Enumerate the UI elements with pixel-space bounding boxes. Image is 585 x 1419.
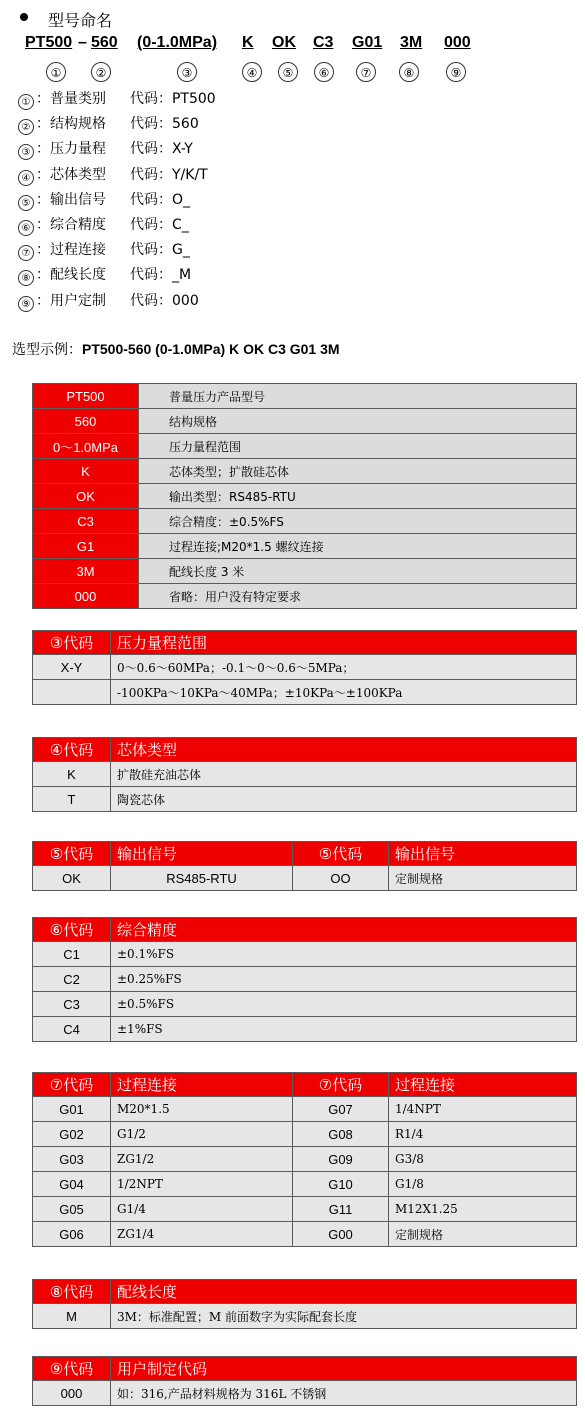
part-number-6: ⑥	[314, 62, 334, 82]
value-cell: 输出类型：RS485-RTU	[139, 484, 577, 509]
code-cell: K	[33, 459, 139, 484]
table-header-title: 压力量程范围	[111, 631, 577, 655]
accuracy-table	[32, 917, 577, 1042]
code-cell: 0～1.0MPa	[33, 434, 139, 459]
value-cell: 1/4NPT	[389, 1097, 577, 1122]
code-cell: C4	[33, 1017, 111, 1042]
legend-separator: ：	[36, 242, 50, 259]
legend-separator: ：	[36, 141, 50, 158]
legend-number: ⑨	[18, 296, 34, 312]
code-cell: OK	[33, 866, 111, 891]
value-cell: 普量压力产品型号	[139, 384, 577, 409]
legend-name: 过程连接	[50, 242, 106, 259]
table-row	[33, 787, 577, 812]
table-row	[33, 866, 577, 891]
code-cell: OK	[33, 484, 139, 509]
table-row	[33, 509, 577, 534]
table-row	[33, 484, 577, 509]
pressure-range-table	[32, 630, 577, 705]
table-row	[33, 762, 577, 787]
model-part-dash: –	[78, 34, 87, 51]
section-heading: 型号命名	[48, 11, 113, 30]
legend-code: Y/K/T	[172, 166, 208, 183]
value-cell: ±0.25%FS	[111, 967, 577, 992]
code-cell: T	[33, 787, 111, 812]
value-cell: 配线长度 3 米	[139, 559, 577, 584]
code-cell: K	[33, 762, 111, 787]
legend-row	[18, 113, 199, 135]
code-cell: 3M	[33, 559, 139, 584]
table-header-code: ⑥代码	[33, 918, 111, 942]
example-value: PT500-560 (0-1.0MPa) K OK C3 G01 3M	[82, 341, 340, 357]
code-cell: G09	[293, 1147, 389, 1172]
table-row	[33, 1172, 577, 1197]
value-cell: ±1%FS	[111, 1017, 577, 1042]
legend-row	[18, 88, 216, 110]
legend-row	[18, 264, 191, 286]
table-row	[33, 1222, 577, 1247]
part-number-5: ⑤	[278, 62, 298, 82]
table-row	[33, 1017, 577, 1042]
value-cell: 过程连接;M20*1.5 螺纹连接	[139, 534, 577, 559]
value-cell: 结构规格	[139, 409, 577, 434]
value-cell: M12X1.25	[389, 1197, 577, 1222]
code-cell: G06	[33, 1222, 111, 1247]
legend-number: ⑦	[18, 245, 34, 261]
value-cell: G3/8	[389, 1147, 577, 1172]
model-part-7: G01	[352, 34, 383, 51]
legend-separator: ：	[36, 116, 50, 133]
cable-length-table	[32, 1279, 577, 1329]
code-cell: 000	[33, 584, 139, 609]
legend-code-label: 代码：	[130, 141, 172, 158]
code-cell: PT500	[33, 384, 139, 409]
value-cell: 压力量程范围	[139, 434, 577, 459]
table-header-code: ⑦代码	[33, 1073, 111, 1097]
code-cell: G02	[33, 1122, 111, 1147]
code-cell: G05	[33, 1197, 111, 1222]
value-cell: G1/4	[111, 1197, 293, 1222]
code-cell: G03	[33, 1147, 111, 1172]
legend-name: 用户定制	[50, 292, 106, 309]
table-header-code: ⑤代码	[293, 842, 389, 866]
value-cell: 如：316,产品材料规格为 316L 不锈钢	[111, 1381, 577, 1406]
code-cell: X-Y	[33, 655, 111, 680]
table-header-title: 输出信号	[389, 842, 577, 866]
output-signal-table	[32, 841, 577, 891]
legend-separator: ：	[36, 267, 50, 284]
legend-code-label: 代码：	[130, 267, 172, 284]
code-cell: OO	[293, 866, 389, 891]
table-row	[33, 680, 577, 705]
legend-code-label: 代码：	[130, 91, 172, 107]
table-row	[33, 992, 577, 1017]
part-number-8: ⑧	[399, 62, 419, 82]
part-number-3: ③	[177, 62, 197, 82]
table-row	[33, 655, 577, 680]
table-row	[33, 1147, 577, 1172]
legend-code: 560	[172, 116, 199, 133]
legend-code-label: 代码：	[130, 166, 172, 183]
code-cell: G00	[293, 1222, 389, 1247]
code-cell: 560	[33, 409, 139, 434]
value-cell: ZG1/2	[111, 1147, 293, 1172]
process-connection-table	[32, 1072, 577, 1247]
code-cell: M	[33, 1304, 111, 1329]
legend-row	[18, 138, 193, 160]
code-cell: G11	[293, 1197, 389, 1222]
table-header-title: 过程连接	[389, 1073, 577, 1097]
model-part-4: K	[242, 34, 254, 51]
table-row	[33, 942, 577, 967]
summary-table	[32, 383, 577, 609]
legend-number: ⑥	[18, 220, 34, 236]
table-row	[33, 1097, 577, 1122]
legend-row	[18, 214, 189, 236]
part-number-9: ⑨	[446, 62, 466, 82]
table-row	[33, 1304, 577, 1329]
value-cell: R1/4	[389, 1122, 577, 1147]
legend-number: ⑧	[18, 270, 34, 286]
model-part-3: (0-1.0MPa)	[137, 34, 218, 51]
code-cell: C3	[33, 992, 111, 1017]
value-cell: G1/8	[389, 1172, 577, 1197]
model-part-6: C3	[313, 34, 334, 51]
value-cell: 定制规格	[389, 866, 577, 891]
code-cell: G04	[33, 1172, 111, 1197]
code-cell: C3	[33, 509, 139, 534]
table-header-title: 用户制定代码	[111, 1357, 577, 1381]
part-number-1: ①	[46, 62, 66, 82]
value-cell: G1/2	[111, 1122, 293, 1147]
legend-code: O_	[172, 191, 191, 208]
part-number-4: ④	[242, 62, 262, 82]
legend-separator: ：	[36, 166, 50, 183]
core-type-table	[32, 737, 577, 812]
part-number-7: ⑦	[356, 62, 376, 82]
table-header-code: ④代码	[33, 738, 111, 762]
table-header-title: 过程连接	[111, 1073, 293, 1097]
value-cell: 定制规格	[389, 1222, 577, 1247]
table-header-title: 芯体类型	[111, 738, 577, 762]
table-header-code: ⑧代码	[33, 1280, 111, 1304]
value-cell: RS485-RTU	[111, 866, 293, 891]
example-label: 选型示例：	[12, 342, 82, 358]
legend-code: _M	[172, 267, 192, 284]
code-cell: G1	[33, 534, 139, 559]
legend-code-label: 代码：	[130, 116, 172, 133]
legend-name: 配线长度	[50, 267, 106, 284]
value-cell: 芯体类型；扩散硅芯体	[139, 459, 577, 484]
legend-code-label: 代码：	[130, 242, 172, 259]
bullet-dot	[20, 13, 28, 21]
value-cell: -100KPa～10KPa～40MPa；±10KPa～±100KPa	[111, 680, 577, 705]
value-cell: 1/2NPT	[111, 1172, 293, 1197]
table-row	[33, 967, 577, 992]
legend-code: C_	[172, 217, 189, 233]
legend-separator: ：	[36, 91, 50, 107]
legend-number: ③	[18, 144, 34, 160]
code-cell: C2	[33, 967, 111, 992]
legend-name: 综合精度	[50, 217, 106, 233]
table-row	[33, 434, 577, 459]
code-cell: G01	[33, 1097, 111, 1122]
part-number-2: ②	[91, 62, 111, 82]
legend-code-label: 代码：	[130, 191, 172, 208]
legend-name: 输出信号	[50, 191, 106, 208]
legend-row	[18, 239, 190, 261]
code-cell: 000	[33, 1381, 111, 1406]
model-part-8: 3M	[400, 34, 423, 51]
legend-code: PT500	[172, 91, 216, 107]
legend-row	[18, 164, 208, 186]
legend-row	[18, 290, 199, 312]
legend-code-label: 代码：	[130, 292, 172, 309]
code-cell: G10	[293, 1172, 389, 1197]
table-row	[33, 584, 577, 609]
code-cell: G07	[293, 1097, 389, 1122]
value-cell: ZG1/4	[111, 1222, 293, 1247]
value-cell: 省略：用户没有特定要求	[139, 584, 577, 609]
table-row	[33, 559, 577, 584]
legend-name: 普量类别	[50, 91, 106, 107]
model-part-9: 000	[444, 34, 471, 51]
table-row	[33, 1381, 577, 1406]
table-header-code: ⑤代码	[33, 842, 111, 866]
table-row	[33, 409, 577, 434]
legend-name: 压力量程	[50, 141, 106, 158]
table-row	[33, 534, 577, 559]
value-cell: M20*1.5	[111, 1097, 293, 1122]
legend-number: ②	[18, 119, 34, 135]
value-cell: 3M：标准配置；M 前面数字为实际配套长度	[111, 1304, 577, 1329]
table-header-code: ⑦代码	[293, 1073, 389, 1097]
table-header-title: 配线长度	[111, 1280, 577, 1304]
legend-row	[18, 189, 190, 211]
selection-example	[12, 339, 340, 359]
legend-separator: ：	[36, 217, 50, 233]
legend-name: 结构规格	[50, 116, 106, 133]
value-cell: ±0.5%FS	[111, 992, 577, 1017]
legend-code: G_	[172, 242, 190, 259]
legend-code: X-Y	[172, 141, 193, 158]
legend-name: 芯体类型	[50, 166, 106, 183]
legend-code: 000	[172, 292, 199, 309]
legend-number: ①	[18, 94, 34, 110]
legend-number: ⑤	[18, 195, 34, 211]
table-header-code: ⑨代码	[33, 1357, 111, 1381]
table-row	[33, 384, 577, 409]
table-header-title: 综合精度	[111, 918, 577, 942]
code-cell: G08	[293, 1122, 389, 1147]
code-cell: C1	[33, 942, 111, 967]
legend-separator: ：	[36, 191, 50, 208]
legend-code-label: 代码：	[130, 217, 172, 233]
code-cell	[33, 680, 111, 705]
custom-code-table	[32, 1356, 577, 1406]
model-part-1: PT500	[25, 34, 73, 51]
value-cell: 扩散硅充油芯体	[111, 762, 577, 787]
value-cell: 0～0.6～60MPa；-0.1～0～0.6～5MPa；	[111, 655, 577, 680]
value-cell: 综合精度：±0.5%FS	[139, 509, 577, 534]
model-part-5: OK	[272, 34, 296, 51]
legend-separator: ：	[36, 292, 50, 309]
legend-number: ④	[18, 170, 34, 186]
table-row	[33, 1122, 577, 1147]
table-row	[33, 1197, 577, 1222]
value-cell: 陶瓷芯体	[111, 787, 577, 812]
model-part-2: 560	[91, 34, 118, 51]
table-row	[33, 459, 577, 484]
table-header-title: 输出信号	[111, 842, 293, 866]
value-cell: ±0.1%FS	[111, 942, 577, 967]
table-header-code: ③代码	[33, 631, 111, 655]
